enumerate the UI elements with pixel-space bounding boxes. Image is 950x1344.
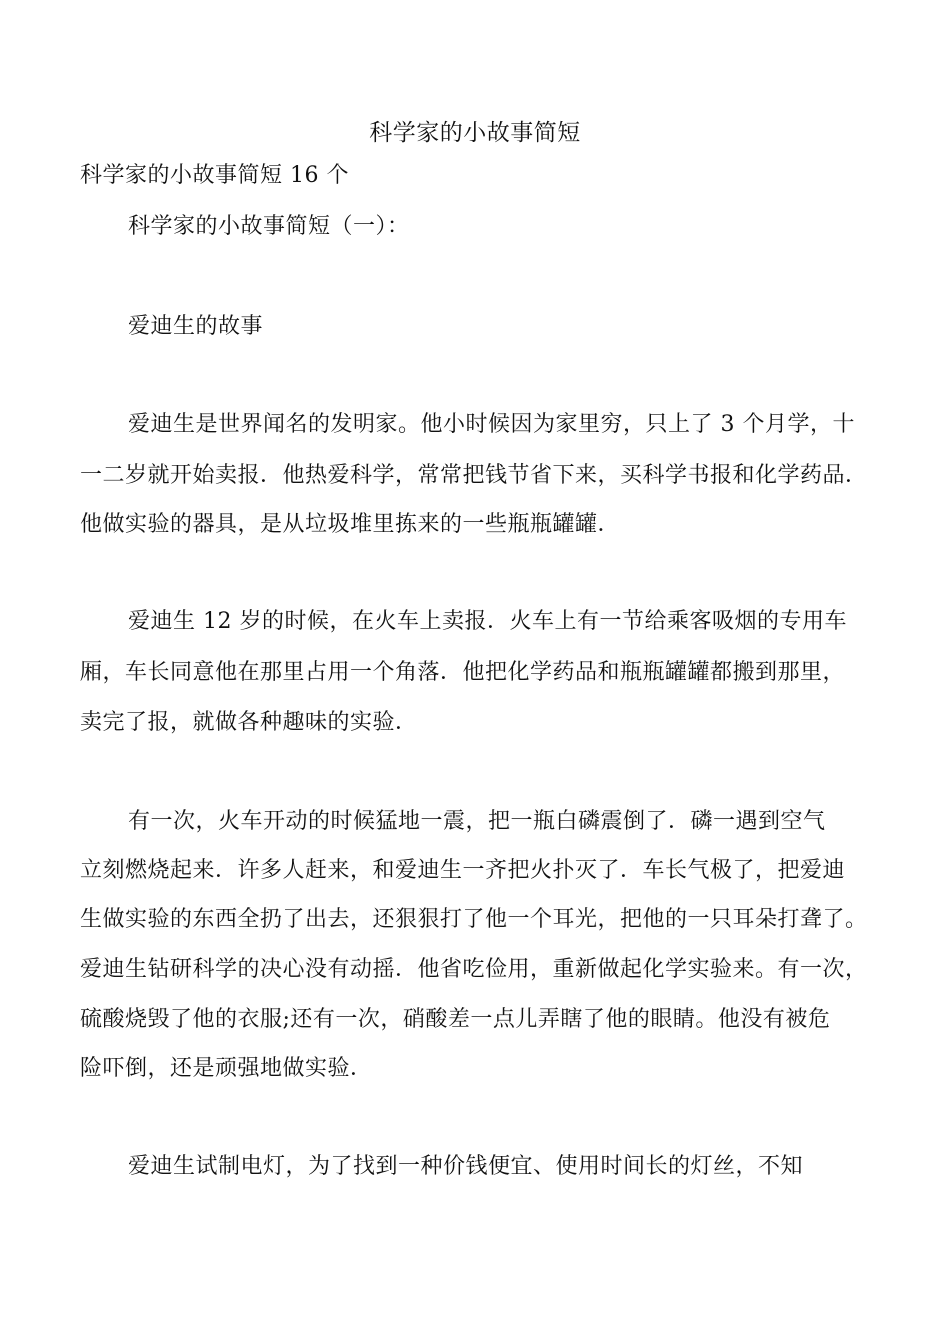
story-heading: 爱迪生的故事 xyxy=(128,314,264,339)
paragraph-line: 爱迪生 12 岁的时候，在火车上卖报．火车上有一节给乘客吸烟的专用车 xyxy=(128,609,847,634)
paragraph-line: 险吓倒，还是顽强地做实验． xyxy=(80,1056,373,1081)
paragraph-line: 爱迪生是世界闻名的发明家。他小时候因为家里穷，只上了 3 个月学，十 xyxy=(128,412,855,437)
paragraph-line: 一二岁就开始卖报．他热爱科学，常常把钱节省下来，买科学书报和化学药品． xyxy=(80,463,868,488)
paragraph-line: 厢，车长同意他在那里占用一个角落．他把化学药品和瓶瓶罐罐都搬到那里， xyxy=(80,660,846,685)
paragraph-line: 他做实验的器具，是从垃圾堆里拣来的一些瓶瓶罐罐． xyxy=(80,512,621,537)
paragraph-line: 有一次，火车开动的时候猛地一震，把一瓶白磷震倒了．磷一遇到空气 xyxy=(128,809,826,834)
part-heading: 科学家的小故事简短（一）： xyxy=(128,214,410,239)
paragraph-line: 爱迪生试制电灯，为了找到一种价钱便宜、使用时间长的灯丝，不知 xyxy=(128,1154,804,1179)
paragraph-line: 爱迪生钻研科学的决心没有动摇．他省吃俭用，重新做起化学实验来。有一次， xyxy=(80,957,868,982)
paragraph-line: 硫酸烧毁了他的衣服;还有一次，硝酸差一点儿弄瞎了他的眼睛。他没有被危 xyxy=(80,1007,831,1032)
document-title: 科学家的小故事简短 xyxy=(369,120,581,146)
paragraph-line: 生做实验的东西全扔了出去，还狠狠打了他一个耳光，把他的一只耳朵打聋了。 xyxy=(80,907,868,932)
paragraph-line: 卖完了报，就做各种趣味的实验． xyxy=(80,710,418,735)
paragraph-line: 立刻燃烧起来．许多人赶来，和爱迪生一齐把火扑灭了．车长气极了，把爱迪 xyxy=(80,858,846,883)
document-subtitle: 科学家的小故事简短 16 个 xyxy=(80,163,349,188)
